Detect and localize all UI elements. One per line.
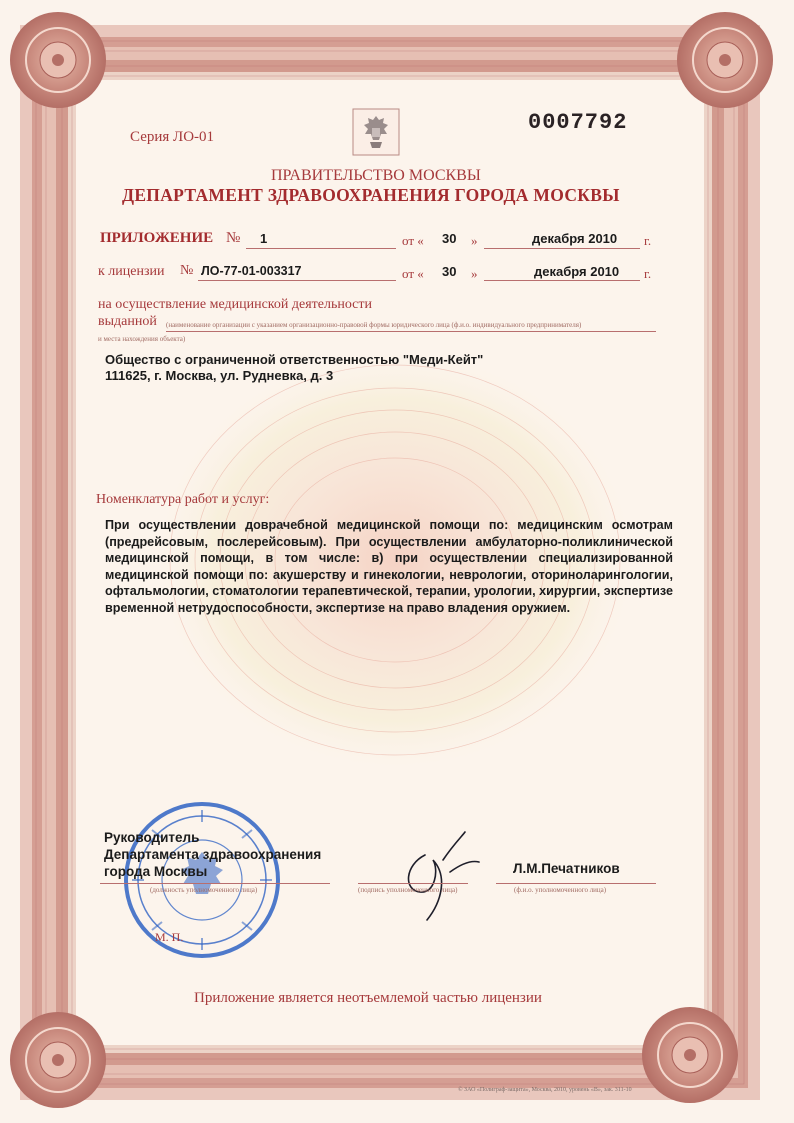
appendix-month-year: декабря 2010: [532, 231, 618, 246]
signer-name: Л.М.Печатников: [513, 861, 620, 876]
appendix-number-line: [246, 248, 396, 249]
official-stamp-icon: [122, 800, 282, 960]
license-no-sign: №: [180, 263, 194, 278]
footer-note: Приложение является неотъемлемой частью лицензии: [194, 990, 542, 1006]
services-text: При осуществлении доврачебной медицинской помощи по: медицинским осмотрам (предрейсовым, послерейсовым). При осуществлении амбулаторно-поликлинической медицинской помощи, в том числе: в) при осуществлении специализированной медицинской помощи по: акушерству и гинекологии, неврологии, оториноларингологии, офтальмологии, стоматологии терапевтической, терапии, урологии, хирургии, экспертизе временной нетрудоспособности, экспертизе на право владения оружием.: [105, 518, 673, 615]
position-line: [100, 883, 330, 884]
name-line: [496, 883, 656, 884]
name-hint: (ф.и.о. уполномоченного лица): [514, 886, 607, 894]
appendix-close-quote: »: [471, 233, 478, 248]
government-title: ПРАВИТЕЛЬСТВО МОСКВЫ: [271, 167, 481, 184]
appendix-from-label: от «: [402, 233, 424, 248]
series-label: Серия ЛО-01: [130, 129, 215, 145]
license-day: 30: [442, 264, 457, 279]
signature-hint: (подпись уполномоченного лица): [358, 886, 458, 894]
coat-of-arms-icon: [352, 108, 400, 156]
position-hint: (должность уполномоченного лица): [150, 886, 258, 894]
license-date-line: [484, 280, 640, 281]
printer-imprint: © ЗАО «Полиграф-защита», Москва, 2010, уровень «В», зак. 311-10: [458, 1087, 632, 1093]
organization-address: 111625, г. Москва, ул. Рудневка, д. 3: [105, 368, 334, 383]
appendix-number: 1: [260, 231, 268, 246]
issued-hint-2: и места нахождения объекта): [98, 335, 186, 343]
license-close-quote: »: [471, 266, 478, 281]
department-title: ДЕПАРТАМЕНТ ЗДРАВООХРАНЕНИЯ ГОРОДА МОСКВЫ: [122, 185, 620, 205]
license-label: к лицензии: [98, 264, 165, 279]
signer-position-1: Руководитель: [104, 830, 200, 845]
license-from-label: от «: [402, 266, 424, 281]
license-number: ЛО-77-01-003317: [201, 264, 302, 278]
appendix-day: 30: [442, 231, 457, 246]
appendix-year-suffix: г.: [644, 233, 652, 248]
license-year-suffix: г.: [644, 266, 652, 281]
form-number: 0007792: [528, 110, 628, 135]
issued-label: выданной: [98, 314, 157, 329]
issued-line: [166, 331, 656, 332]
license-month-year: декабря 2010: [534, 264, 620, 279]
appendix-date-line: [484, 248, 640, 249]
signer-position-3: города Москвы: [104, 864, 208, 879]
stamp-place-label: М. П.: [155, 930, 184, 944]
issued-hint-1: (наименование организации с указанием организационно-правовой формы юридического лица (ф.и.о. индивидуального предпринимателя): [166, 321, 582, 329]
license-number-line: [198, 280, 396, 281]
signer-position-2: Департамента здравоохранения: [104, 847, 322, 862]
services-heading: Номенклатура работ и услуг:: [96, 492, 270, 507]
activity-purpose: на осуществление медицинской деятельности: [98, 297, 373, 312]
appendix-no-sign: №: [226, 230, 241, 246]
signature-line: [358, 883, 468, 884]
appendix-label: ПРИЛОЖЕНИЕ: [100, 230, 214, 246]
organization-name: Общество с ограниченной ответственностью "Меди-Кейт": [105, 352, 484, 367]
signature-icon: [395, 820, 485, 930]
